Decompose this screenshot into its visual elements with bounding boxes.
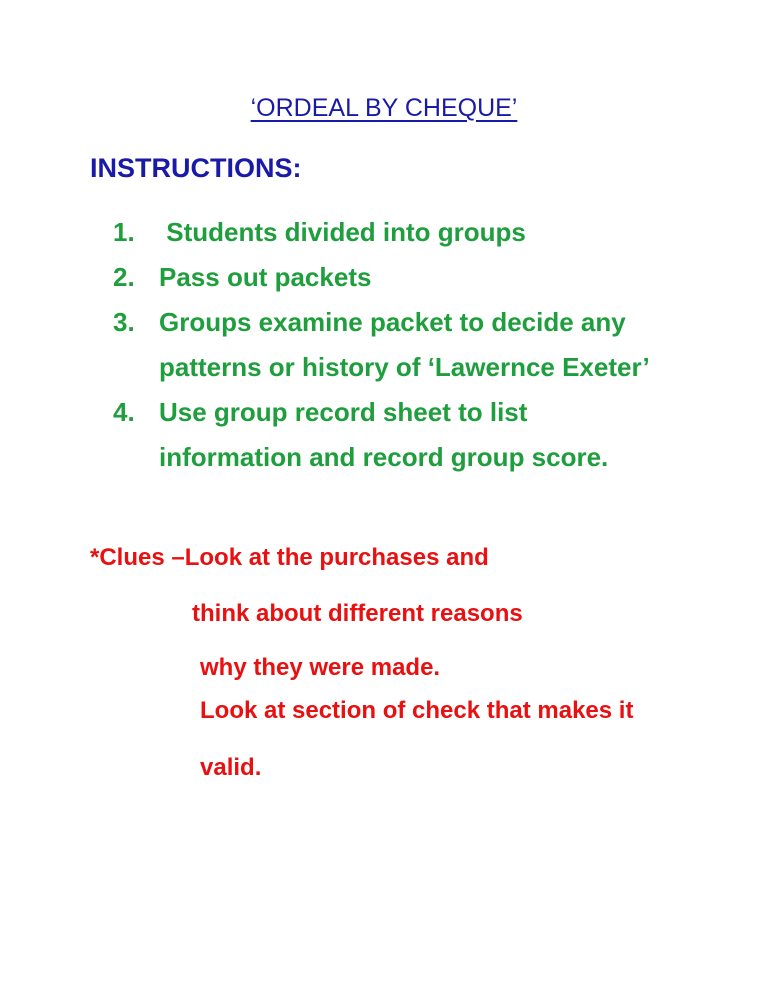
- clue-line: why they were made.: [200, 654, 441, 681]
- list-item: [113, 390, 753, 480]
- step-text: Use group record sheet to list information and record group score.: [159, 397, 609, 472]
- list-item: [113, 210, 753, 255]
- clue-line: *Clues –Look at the purchases and: [90, 544, 489, 571]
- list-item: [113, 300, 753, 390]
- instructions-heading: INSTRUCTIONS:: [90, 153, 302, 183]
- step-number: 4.: [113, 397, 135, 427]
- step-text: Pass out packets: [159, 262, 372, 292]
- document-title: ‘ORDEAL BY CHEQUE’: [250, 94, 518, 122]
- step-text: Students divided into groups: [159, 217, 526, 247]
- list-item: [113, 255, 753, 300]
- step-number: 3.: [113, 307, 135, 337]
- instructions-list: [113, 210, 753, 480]
- step-number: 1.: [113, 217, 135, 247]
- step-text: Groups examine packet to decide any patterns or history of ‘Lawernce Exeter’: [159, 307, 650, 382]
- clue-line: think about different reasons: [192, 600, 523, 627]
- step-number: 2.: [113, 262, 135, 292]
- clue-line: valid.: [200, 754, 262, 781]
- clue-line: Look at section of check that makes it: [200, 697, 634, 724]
